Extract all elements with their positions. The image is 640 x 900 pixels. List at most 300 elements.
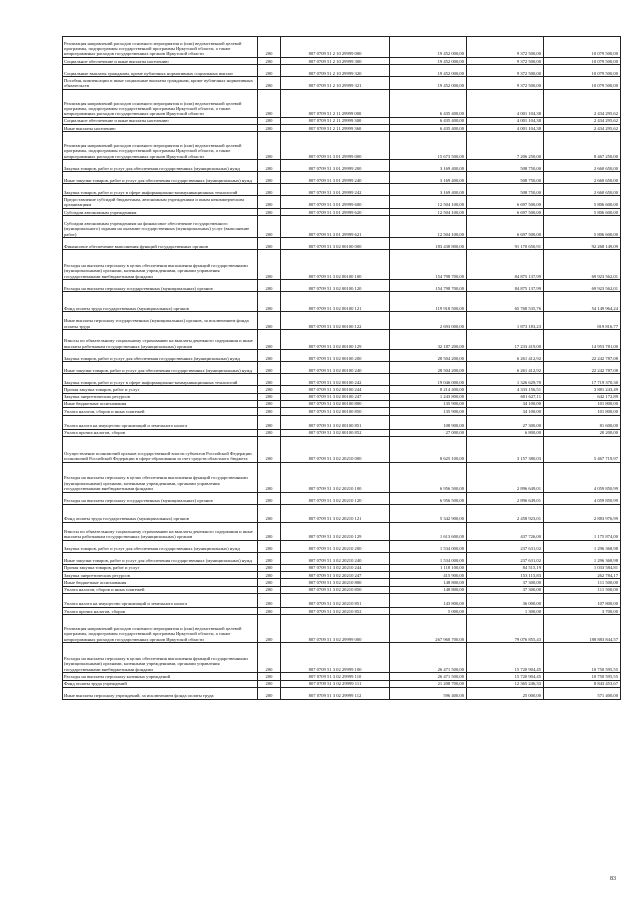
row-code-cell: 200 bbox=[258, 504, 281, 522]
row-code-cell: 200 bbox=[258, 132, 281, 160]
row-executed-cell: 437 726,00 bbox=[467, 522, 544, 540]
row-name-cell: Прочая закупка товаров, работ и услуг bbox=[63, 386, 258, 393]
row-executed-cell: 15 720 904,45 bbox=[467, 643, 544, 673]
row-approved-cell: 6 435 400,00 bbox=[390, 89, 467, 117]
table-row bbox=[63, 132, 621, 160]
row-name-cell: Реализация направлений расходов основного мероприятия и (или) ведомственной целевой программы, подпрограммы государственной программы Иркутской области, а также непрограммных расходов государственных органов Иркутской области bbox=[63, 615, 258, 643]
row-name-cell: Уплата налога на имущество организаций и земельного налога bbox=[63, 594, 258, 608]
row-kbk-cell: 807 0709 51 3 02 00100 242 bbox=[281, 374, 390, 386]
budget-report-table-container bbox=[62, 36, 618, 700]
row-approved-cell: 1 534 000,00 bbox=[390, 540, 467, 552]
row-kbk-cell: 807 0709 51 3 02 00100 129 bbox=[281, 330, 390, 350]
row-code-cell: 200 bbox=[258, 292, 281, 312]
row-code-cell: 200 bbox=[258, 687, 281, 699]
row-approved-cell: 26 471 500,00 bbox=[390, 673, 467, 680]
budget-report-table bbox=[62, 36, 621, 700]
row-unexecuted-cell: 2 434 295,62 bbox=[544, 89, 621, 117]
row-kbk-cell: 807 0709 51 3 01 29999 000 bbox=[281, 132, 390, 160]
row-code-cell: 200 bbox=[258, 117, 281, 124]
row-unexecuted-cell: 10 750 595,55 bbox=[544, 673, 621, 680]
row-name-cell: Иные выплаты населению bbox=[63, 125, 258, 132]
row-code-cell: 200 bbox=[258, 586, 281, 593]
table-row bbox=[63, 216, 621, 238]
row-unexecuted-cell: 188 883 844,57 bbox=[544, 615, 621, 643]
row-unexecuted-cell: 14 953 781,00 bbox=[544, 330, 621, 350]
row-executed-cell: 1 300,00 bbox=[467, 608, 544, 615]
row-executed-cell: 79 076 855,43 bbox=[467, 615, 544, 643]
row-kbk-cell: 807 0709 51 3 01 29999 600 bbox=[281, 196, 390, 209]
row-executed-cell: 9 372 500,00 bbox=[467, 77, 544, 90]
row-approved-cell: 8 214 400,00 bbox=[390, 386, 467, 393]
row-name-cell: Расходы на выплаты персоналу государственных (муниципальных) органов bbox=[63, 492, 258, 504]
row-code-cell: 200 bbox=[258, 330, 281, 350]
row-name-cell: Фонд оплаты труда учреждений bbox=[63, 680, 258, 687]
row-approved-cell: 1 613 600,00 bbox=[390, 522, 467, 540]
row-code-cell: 200 bbox=[258, 65, 281, 77]
table-row bbox=[63, 196, 621, 209]
row-name-cell: Субсидии автономным учреждениям на финансовое обеспечение государственного (муниципального) задания на оказание государственных (муниципальных) услуг (выполнение работ) bbox=[63, 216, 258, 238]
row-executed-cell: 34 100,00 bbox=[467, 408, 544, 415]
row-kbk-cell: 807 0709 51 3 02 20210 129 bbox=[281, 522, 390, 540]
row-unexecuted-cell: 5 806 600,00 bbox=[544, 216, 621, 238]
row-name-cell: Иные закупки товаров, работ и услуг для обеспечения государственных (муниципальных) нужд bbox=[63, 362, 258, 374]
row-code-cell: 200 bbox=[258, 184, 281, 196]
row-unexecuted-cell: 2 660 650,00 bbox=[544, 160, 621, 172]
row-kbk-cell: 807 0709 51 3 02 29999 100 bbox=[281, 643, 390, 673]
row-approved-cell: 596 400,00 bbox=[390, 687, 467, 699]
row-kbk-cell: 807 0709 51 3 02 20210 121 bbox=[281, 504, 390, 522]
row-executed-cell: 601 627,11 bbox=[467, 393, 544, 400]
row-executed-cell: 6 697 500,00 bbox=[467, 209, 544, 216]
row-unexecuted-cell: 92 268 149,09 bbox=[544, 238, 621, 250]
table-row bbox=[63, 362, 621, 374]
row-approved-cell: 2 693 000,00 bbox=[390, 312, 467, 330]
row-kbk-cell: 807 0709 51 3 02 00100 852 bbox=[281, 429, 390, 436]
row-approved-cell: 15 673 500,00 bbox=[390, 132, 467, 160]
row-name-cell: Фонд оплаты труда государственных (муниципальных) органов bbox=[63, 292, 258, 312]
row-unexecuted-cell: 4 059 850,99 bbox=[544, 492, 621, 504]
row-unexecuted-cell: 81 600,00 bbox=[544, 415, 621, 429]
row-code-cell: 200 bbox=[258, 196, 281, 209]
row-executed-cell: 9 372 500,00 bbox=[467, 58, 544, 65]
row-kbk-cell: 807 0709 51 3 02 20210 851 bbox=[281, 594, 390, 608]
row-kbk-cell: 807 0709 51 3 02 20210 120 bbox=[281, 492, 390, 504]
row-code-cell: 200 bbox=[258, 312, 281, 330]
row-unexecuted-cell: 111 500,00 bbox=[544, 579, 621, 586]
table-row bbox=[63, 400, 621, 407]
row-name-cell: Расходы на выплаты персоналу в целях обеспечения выполнения функций государственными (муниципальными) органами, казенными учреждениями, органами управления государственными внебюджетными фондами bbox=[63, 250, 258, 280]
row-kbk-cell: 807 0709 51 3 01 29999 621 bbox=[281, 216, 390, 238]
row-kbk-cell: 807 0709 51 3 02 20210 200 bbox=[281, 540, 390, 552]
row-approved-cell: 119 918 500,00 bbox=[390, 292, 467, 312]
row-unexecuted-cell: 10 079 500,00 bbox=[544, 37, 621, 58]
row-unexecuted-cell: 10 079 500,00 bbox=[544, 77, 621, 90]
row-code-cell: 200 bbox=[258, 400, 281, 407]
row-kbk-cell: 807 0709 51 3 02 00100 244 bbox=[281, 386, 390, 393]
row-name-cell: Иные выплаты персоналу учреждений, за исключением фонда оплаты труда bbox=[63, 687, 258, 699]
row-code-cell: 200 bbox=[258, 429, 281, 436]
row-code-cell: 200 bbox=[258, 436, 281, 462]
row-unexecuted-cell: 819 816,77 bbox=[544, 312, 621, 330]
row-kbk-cell: 807 0709 51 3 02 20210 247 bbox=[281, 572, 390, 579]
row-code-cell: 200 bbox=[258, 462, 281, 492]
row-kbk-cell: 807 0709 51 3 02 20210 244 bbox=[281, 564, 390, 571]
row-code-cell: 200 bbox=[258, 374, 281, 386]
table-row bbox=[63, 540, 621, 552]
row-executed-cell: 84 875 137,99 bbox=[467, 280, 544, 292]
table-row bbox=[63, 65, 621, 77]
row-approved-cell: 6 956 500,00 bbox=[390, 462, 467, 492]
row-executed-cell: 6 261 412,92 bbox=[467, 362, 544, 374]
row-approved-cell: 148 800,00 bbox=[390, 586, 467, 593]
row-executed-cell: 9 372 500,00 bbox=[467, 37, 544, 58]
row-code-cell: 200 bbox=[258, 579, 281, 586]
table-row bbox=[63, 350, 621, 362]
row-name-cell: Уплата налогов, сборов и иных платежей bbox=[63, 408, 258, 415]
table-row bbox=[63, 386, 621, 393]
row-kbk-cell: 807 0709 51 3 02 20210 800 bbox=[281, 579, 390, 586]
row-code-cell: 200 bbox=[258, 77, 281, 90]
table-row bbox=[63, 552, 621, 564]
row-name-cell: Прочая закупка товаров, работ и услуг bbox=[63, 564, 258, 571]
row-kbk-cell: 807 0709 51 2 10 29999 320 bbox=[281, 65, 390, 77]
table-row bbox=[63, 615, 621, 643]
row-approved-cell: 3 169 400,00 bbox=[390, 184, 467, 196]
table-row bbox=[63, 436, 621, 462]
row-name-cell: Реализация направлений расходов основного мероприятия и (или) ведомственной целевой программы, подпрограммы государственной программы Иркутской области, а также непрограммных расходов государственных органов Иркутской области bbox=[63, 89, 258, 117]
row-approved-cell: 19 452 000,00 bbox=[390, 37, 467, 58]
table-row bbox=[63, 687, 621, 699]
row-kbk-cell: 807 0709 51 3 02 00100 000 bbox=[281, 238, 390, 250]
row-name-cell: Реализация направлений расходов основного мероприятия и (или) ведомственной целевой программы, подпрограммы государственной программы Иркутской области, а также непрограммных расходов государственных органов Иркутской области bbox=[63, 132, 258, 160]
table-row bbox=[63, 586, 621, 593]
row-name-cell: Уплата налогов, сборов и иных платежей bbox=[63, 586, 258, 593]
row-kbk-cell: 807 0709 51 3 02 29999 110 bbox=[281, 673, 390, 680]
row-executed-cell: 65 768 535,76 bbox=[467, 292, 544, 312]
table-row bbox=[63, 89, 621, 117]
row-approved-cell: 27 000,00 bbox=[390, 429, 467, 436]
row-code-cell: 200 bbox=[258, 643, 281, 673]
row-approved-cell: 12 504 100,00 bbox=[390, 196, 467, 209]
page-number: 83 bbox=[610, 876, 616, 882]
row-unexecuted-cell: 101 800,00 bbox=[544, 400, 621, 407]
row-kbk-cell: 807 0709 51 2 10 29999 000 bbox=[281, 37, 390, 58]
table-row bbox=[63, 504, 621, 522]
row-name-cell: Закупка товаров, работ и услуг для обеспечения государственных (муниципальных) нужд bbox=[63, 160, 258, 172]
row-unexecuted-cell: 8 843 453,67 bbox=[544, 680, 621, 687]
table-row bbox=[63, 37, 621, 58]
row-approved-cell: 21 208 700,00 bbox=[390, 680, 467, 687]
row-name-cell: Пособия, компенсации и иные социальные выплаты гражданам, кроме публичных нормативных обязательств bbox=[63, 77, 258, 90]
row-kbk-cell: 807 0709 51 3 02 00100 247 bbox=[281, 393, 390, 400]
row-executed-cell: 6 800,00 bbox=[467, 429, 544, 436]
row-approved-cell: 19 452 000,00 bbox=[390, 58, 467, 65]
row-unexecuted-cell: 1 175 874,00 bbox=[544, 522, 621, 540]
row-executed-cell: 4 001 104,38 bbox=[467, 117, 544, 124]
row-executed-cell: 91 170 650,91 bbox=[467, 238, 544, 250]
row-approved-cell: 6 956 500,00 bbox=[390, 492, 467, 504]
row-code-cell: 200 bbox=[258, 594, 281, 608]
row-code-cell: 200 bbox=[258, 572, 281, 579]
row-unexecuted-cell: 3 700,00 bbox=[544, 608, 621, 615]
row-code-cell: 200 bbox=[258, 386, 281, 393]
row-name-cell: Закупка энергетических ресурсов bbox=[63, 572, 258, 579]
row-name-cell: Субсидии автономным учреждениям bbox=[63, 209, 258, 216]
row-kbk-cell: 807 0709 51 2 11 29999 000 bbox=[281, 89, 390, 117]
row-unexecuted-cell: 2 434 295,62 bbox=[544, 117, 621, 124]
row-kbk-cell: 807 0709 51 3 02 00100 851 bbox=[281, 415, 390, 429]
row-executed-cell: 6 261 412,92 bbox=[467, 350, 544, 362]
row-unexecuted-cell: 1 296 368,98 bbox=[544, 540, 621, 552]
row-unexecuted-cell: 2 660 650,00 bbox=[544, 184, 621, 196]
row-code-cell: 200 bbox=[258, 393, 281, 400]
row-name-cell: Социальное обеспечение и иные выплаты населению bbox=[63, 58, 258, 65]
row-unexecuted-cell: 17 719 370,30 bbox=[544, 374, 621, 386]
table-row bbox=[63, 374, 621, 386]
row-name-cell: Иные бюджетные ассигнования bbox=[63, 579, 258, 586]
row-approved-cell: 5 000,00 bbox=[390, 608, 467, 615]
row-approved-cell: 1 534 000,00 bbox=[390, 552, 467, 564]
row-kbk-cell: 807 0709 51 2 11 29999 300 bbox=[281, 117, 390, 124]
row-executed-cell: 3 157 380,03 bbox=[467, 436, 544, 462]
table-row bbox=[63, 594, 621, 608]
row-name-cell: Закупка товаров, работ и услуг для обеспечения государственных (муниципальных) нужд bbox=[63, 540, 258, 552]
row-approved-cell: 143 800,00 bbox=[390, 594, 467, 608]
row-executed-cell: 37 300,00 bbox=[467, 579, 544, 586]
row-name-cell: Фонд оплаты труда государственных (муниципальных) органов bbox=[63, 504, 258, 522]
row-executed-cell: 2 896 649,01 bbox=[467, 492, 544, 504]
row-name-cell: Уплата прочих налогов, сборов bbox=[63, 608, 258, 615]
row-code-cell: 200 bbox=[258, 362, 281, 374]
row-executed-cell: 9 372 500,00 bbox=[467, 65, 544, 77]
table-row bbox=[63, 579, 621, 586]
row-code-cell: 200 bbox=[258, 209, 281, 216]
table-row bbox=[63, 673, 621, 680]
table-body bbox=[63, 37, 621, 700]
row-executed-cell: 36 000,00 bbox=[467, 594, 544, 608]
row-code-cell: 200 bbox=[258, 125, 281, 132]
row-name-cell: Уплата прочих налогов, сборов bbox=[63, 429, 258, 436]
row-unexecuted-cell: 107 800,00 bbox=[544, 594, 621, 608]
row-approved-cell: 1 243 800,00 bbox=[390, 393, 467, 400]
table-row bbox=[63, 160, 621, 172]
row-kbk-cell: 807 0709 51 3 02 00100 800 bbox=[281, 400, 390, 407]
row-code-cell: 200 bbox=[258, 350, 281, 362]
row-executed-cell: 1 326 629,70 bbox=[467, 374, 544, 386]
row-name-cell: Закупка товаров, работ и услуг в сфере информационно-коммуникационных технологий bbox=[63, 374, 258, 386]
row-approved-cell: 28 504 200,00 bbox=[390, 350, 467, 362]
row-code-cell: 200 bbox=[258, 280, 281, 292]
row-approved-cell: 1 118 100,00 bbox=[390, 564, 467, 571]
row-unexecuted-cell: 5 806 600,00 bbox=[544, 209, 621, 216]
row-kbk-cell: 807 0709 51 3 01 29999 200 bbox=[281, 160, 390, 172]
row-kbk-cell: 807 0709 51 3 02 00100 121 bbox=[281, 292, 390, 312]
row-code-cell: 200 bbox=[258, 250, 281, 280]
row-unexecuted-cell: 642 172,89 bbox=[544, 393, 621, 400]
row-unexecuted-cell: 22 242 787,08 bbox=[544, 350, 621, 362]
row-executed-cell: 237 631,02 bbox=[467, 552, 544, 564]
row-executed-cell: 2 458 923,01 bbox=[467, 504, 544, 522]
row-unexecuted-cell: 571 400,00 bbox=[544, 687, 621, 699]
row-executed-cell: 508 750,00 bbox=[467, 172, 544, 184]
row-executed-cell: 153 115,83 bbox=[467, 572, 544, 579]
row-kbk-cell: 807 0709 51 3 02 00100 200 bbox=[281, 350, 390, 362]
row-unexecuted-cell: 101 800,00 bbox=[544, 408, 621, 415]
row-unexecuted-cell: 8 467 250,00 bbox=[544, 132, 621, 160]
row-code-cell: 200 bbox=[258, 37, 281, 58]
row-code-cell: 200 bbox=[258, 89, 281, 117]
row-approved-cell: 19 046 000,00 bbox=[390, 374, 467, 386]
row-kbk-cell: 807 0709 51 3 02 20210 100 bbox=[281, 462, 390, 492]
row-unexecuted-cell: 4 059 850,99 bbox=[544, 462, 621, 492]
row-approved-cell: 154 798 700,00 bbox=[390, 280, 467, 292]
row-code-cell: 200 bbox=[258, 608, 281, 615]
row-kbk-cell: 807 0709 51 3 02 20210 850 bbox=[281, 586, 390, 593]
table-row bbox=[63, 238, 621, 250]
row-approved-cell: 6 435 400,00 bbox=[390, 117, 467, 124]
row-approved-cell: 3 169 400,00 bbox=[390, 172, 467, 184]
row-unexecuted-cell: 1 296 368,98 bbox=[544, 552, 621, 564]
table-row bbox=[63, 280, 621, 292]
row-executed-cell: 25 000,00 bbox=[467, 687, 544, 699]
row-executed-cell: 6 697 500,00 bbox=[467, 196, 544, 209]
row-name-cell: Иные закупки товаров, работ и услуг для обеспечения государственных (муниципальных) нужд bbox=[63, 552, 258, 564]
row-kbk-cell: 807 0709 51 3 01 29999 240 bbox=[281, 172, 390, 184]
row-approved-cell: 5 342 900,00 bbox=[390, 504, 467, 522]
table-row bbox=[63, 172, 621, 184]
row-name-cell: Реализация направлений расходов основного мероприятия и (или) ведомственной целевой программы, подпрограммы государственной программы Иркутской области, а также непрограммных расходов государственных органов Иркутской области bbox=[63, 37, 258, 58]
row-approved-cell: 8 625 100,00 bbox=[390, 436, 467, 462]
row-unexecuted-cell: 69 923 562,01 bbox=[544, 250, 621, 280]
row-executed-cell: 4 333 156,51 bbox=[467, 386, 544, 393]
row-unexecuted-cell: 2 434 295,62 bbox=[544, 125, 621, 132]
row-approved-cell: 135 900,00 bbox=[390, 408, 467, 415]
row-executed-cell: 84 875 137,99 bbox=[467, 250, 544, 280]
row-code-cell: 200 bbox=[258, 615, 281, 643]
row-name-cell: Расходы на выплаты персоналу в целях обеспечения выполнения функций государственными (муниципальными) органами, казенными учреждениями, органами управления государственными внебюджетными фондами bbox=[63, 462, 258, 492]
table-row bbox=[63, 408, 621, 415]
table-row bbox=[63, 564, 621, 571]
row-kbk-cell: 807 0709 51 3 02 20210 000 bbox=[281, 436, 390, 462]
row-approved-cell: 12 504 100,00 bbox=[390, 209, 467, 216]
row-approved-cell: 28 504 200,00 bbox=[390, 362, 467, 374]
row-executed-cell: 7 206 250,00 bbox=[467, 132, 544, 160]
row-executed-cell: 15 720 904,45 bbox=[467, 673, 544, 680]
row-name-cell: Уплата налога на имущество организаций и земельного налога bbox=[63, 415, 258, 429]
table-row bbox=[63, 125, 621, 132]
table-row bbox=[63, 184, 621, 196]
row-code-cell: 200 bbox=[258, 552, 281, 564]
row-executed-cell: 12 365 246,33 bbox=[467, 680, 544, 687]
table-row bbox=[63, 250, 621, 280]
row-unexecuted-cell: 69 923 562,01 bbox=[544, 280, 621, 292]
row-executed-cell: 508 750,00 bbox=[467, 184, 544, 196]
row-approved-cell: 267 960 700,00 bbox=[390, 615, 467, 643]
row-approved-cell: 183 438 800,00 bbox=[390, 238, 467, 250]
row-approved-cell: 108 900,00 bbox=[390, 415, 467, 429]
row-name-cell: Социальные выплаты гражданам, кроме публичных нормативных социальных выплат bbox=[63, 65, 258, 77]
row-name-cell: Закупка энергетических ресурсов bbox=[63, 393, 258, 400]
row-name-cell: Расходы на выплаты персоналу в целях обеспечения выполнения функций государственными (муниципальными) органами, казенными учреждениями, органами управления государственными внебюджетными фондами bbox=[63, 643, 258, 673]
row-kbk-cell: 807 0709 51 3 02 20210 852 bbox=[281, 608, 390, 615]
row-approved-cell: 26 471 500,00 bbox=[390, 643, 467, 673]
row-code-cell: 200 bbox=[258, 415, 281, 429]
row-approved-cell: 3 169 400,00 bbox=[390, 160, 467, 172]
row-executed-cell: 37 300,00 bbox=[467, 586, 544, 593]
row-name-cell: Иные закупки товаров, работ и услуг для обеспечения государственных (муниципальных) нужд bbox=[63, 172, 258, 184]
table-row bbox=[63, 415, 621, 429]
table-row bbox=[63, 608, 621, 615]
row-code-cell: 200 bbox=[258, 408, 281, 415]
row-approved-cell: 19 452 000,00 bbox=[390, 65, 467, 77]
row-code-cell: 200 bbox=[258, 522, 281, 540]
row-executed-cell: 2 896 649,01 bbox=[467, 462, 544, 492]
row-approved-cell: 154 798 700,00 bbox=[390, 250, 467, 280]
row-approved-cell: 148 800,00 bbox=[390, 579, 467, 586]
row-kbk-cell: 807 0709 51 3 02 00100 120 bbox=[281, 280, 390, 292]
row-kbk-cell: 807 0709 51 3 02 20210 240 bbox=[281, 552, 390, 564]
table-row bbox=[63, 393, 621, 400]
row-unexecuted-cell: 20 200,00 bbox=[544, 429, 621, 436]
row-approved-cell: 6 435 400,00 bbox=[390, 125, 467, 132]
row-unexecuted-cell: 5 467 719,97 bbox=[544, 436, 621, 462]
row-executed-cell: 508 750,00 bbox=[467, 160, 544, 172]
row-name-cell: Иные выплаты персоналу государственных (муниципальных) органов, за исключением фонда оплаты труда bbox=[63, 312, 258, 330]
row-kbk-cell: 807 0709 51 3 02 00100 850 bbox=[281, 408, 390, 415]
row-code-cell: 200 bbox=[258, 540, 281, 552]
row-unexecuted-cell: 111 500,00 bbox=[544, 586, 621, 593]
row-name-cell: Осуществление полномочий органов государственной власти субъектов Российской Федерации полномочий Российской Федерации в сфере образования за счет средств областного бюджета bbox=[63, 436, 258, 462]
row-code-cell: 200 bbox=[258, 492, 281, 504]
row-code-cell: 200 bbox=[258, 172, 281, 184]
row-unexecuted-cell: 262 784,17 bbox=[544, 572, 621, 579]
row-kbk-cell: 807 0709 51 3 02 00100 122 bbox=[281, 312, 390, 330]
row-approved-cell: 32 187 200,00 bbox=[390, 330, 467, 350]
row-name-cell: Закупка товаров, работ и услуг для обеспечения государственных (муниципальных) нужд bbox=[63, 350, 258, 362]
row-kbk-cell: 807 0709 51 3 02 29999 000 bbox=[281, 615, 390, 643]
row-unexecuted-cell: 22 242 787,08 bbox=[544, 362, 621, 374]
table-row bbox=[63, 330, 621, 350]
row-executed-cell: 6 697 500,00 bbox=[467, 216, 544, 238]
row-name-cell: Финансовое обеспечение выполнения функций государственных органов bbox=[63, 238, 258, 250]
row-code-cell: 200 bbox=[258, 238, 281, 250]
table-row bbox=[63, 572, 621, 579]
row-code-cell: 200 bbox=[258, 680, 281, 687]
row-approved-cell: 19 452 000,00 bbox=[390, 77, 467, 90]
row-kbk-cell: 807 0709 51 3 01 29999 242 bbox=[281, 184, 390, 196]
row-executed-cell: 1 873 183,23 bbox=[467, 312, 544, 330]
table-row bbox=[63, 429, 621, 436]
row-name-cell: Предоставление субсидий бюджетным, автономным учреждениям и иным некоммерческим организациям bbox=[63, 196, 258, 209]
row-name-cell: Расходы на выплаты персоналу государственных (муниципальных) органов bbox=[63, 280, 258, 292]
table-row bbox=[63, 312, 621, 330]
row-unexecuted-cell: 5 806 600,00 bbox=[544, 196, 621, 209]
row-unexecuted-cell: 10 079 500,00 bbox=[544, 58, 621, 65]
row-unexecuted-cell: 3 881 243,49 bbox=[544, 386, 621, 393]
row-name-cell: Расходы на выплаты персоналу казенных учреждений bbox=[63, 673, 258, 680]
row-unexecuted-cell: 10 079 500,00 bbox=[544, 65, 621, 77]
row-kbk-cell: 807 0709 51 3 02 00100 100 bbox=[281, 250, 390, 280]
row-code-cell: 200 bbox=[258, 564, 281, 571]
table-row bbox=[63, 462, 621, 492]
table-row bbox=[63, 209, 621, 216]
row-name-cell: Иные бюджетные ассигнования bbox=[63, 400, 258, 407]
row-unexecuted-cell: 54 149 964,24 bbox=[544, 292, 621, 312]
row-code-cell: 200 bbox=[258, 58, 281, 65]
table-row bbox=[63, 117, 621, 124]
row-executed-cell: 34 100,00 bbox=[467, 400, 544, 407]
row-kbk-cell: 807 0709 51 3 02 00100 240 bbox=[281, 362, 390, 374]
